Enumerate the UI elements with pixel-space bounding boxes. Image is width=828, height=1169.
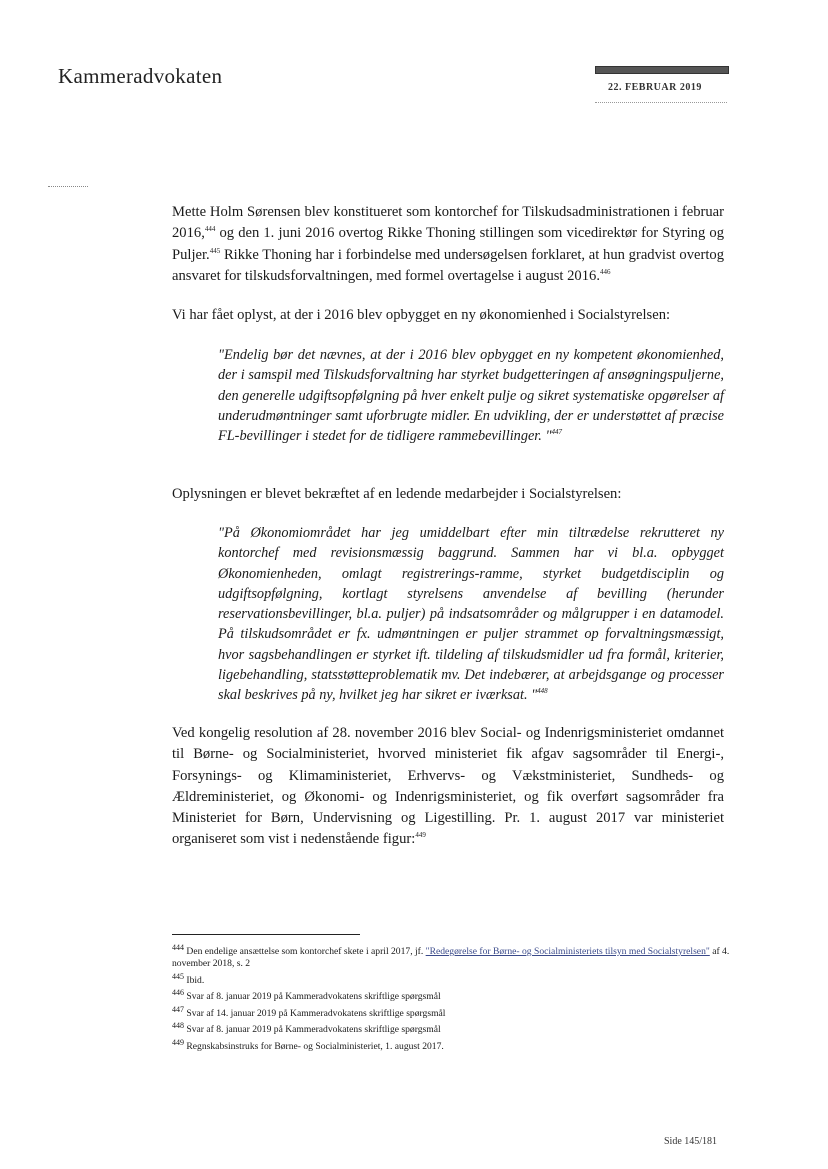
footnote-444	[172, 942, 732, 971]
paragraph-2	[172, 305, 724, 326]
quote-1-text: "Endelig bør det nævnes, at der i 2016 blev opbygget en ny kompetent økonomienhed, der i samspil med Tilskudsforvaltning har styrket budgetteringen af ansøgningspuljerne, den generelle udgiftsopfølgning på hver enkelt pulje og sikret systematiske opgørelser af underudmøntninger samt uforbrugte midler. En udvikling, der er understøttet af præcise FL-bevillinger i stedet for de tidligere rammebevillinger. "	[218, 347, 724, 445]
paragraph-4-text: Ved kongelig resolution af 28. november 2016 blev Social- og Indenrigsministeriet omdannet til Børne- og Socialministeriet, hvorved ministeriet fik afgav sagsområder til Energi-, Forsynings- og Klimaministeriet, Erhvervs- og Vækstministeriet, Sundheds- og Ældreministeriet, og Økonomi- og Indenrigsministeriet, og fik overført sagsområder fra Ministeriet for Børn, Undervisning og Ligestilling. Pr. 1. august 2017 var ministeriet organiseret som vist i nedenstående figur:	[172, 725, 724, 848]
quote-2-text: "På Økonomiområdet har jeg umiddelbart efter min tiltrædelse rekrutteret ny kontorchef med revisionsmæssig baggrund. Sammen har vi bl.a. opbygget Økonomienheden, omlagt registrerings-ramme, styrket budgetdisciplin og udgiftsopfølgning, kortlagt styrelsens anvendelse af bevilling (herunder reservationsbevillinger, bl.a. puljer) på indsatsområder og målgrupper i en datamodel. På tilskudsområdet er fx. udmøntningen er puljer strammet op forvaltningsmæssigt, hvor sagsbehandlingen er styrket ift. tildeling af tilskudsmidler ud fra formål, kriterier, ligebehandling, statsstøtteproblematik mv. Det indebærer, at arbejdsgange og processer skal beskrives på ny, hvilket jeg har sikret er iværksat. "	[218, 525, 724, 704]
paragraph-1-part-c: Rikke Thoning har i forbindelse med undersøgelsen forklaret, at hun gradvist overtog ansvaret for tilskudsforvaltningen, med formel overtagelse i august 2016.	[172, 246, 724, 284]
footnote-447	[172, 1004, 732, 1020]
footnote-ref-444[interactable]: 444	[204, 225, 216, 234]
footnote-ref-447[interactable]: 447	[551, 428, 562, 437]
margin-mark	[48, 186, 88, 187]
paragraph-1	[172, 202, 724, 287]
footnote-449	[172, 1037, 732, 1053]
paragraph-4	[172, 723, 724, 851]
footnotes	[172, 942, 732, 1053]
footnote-445	[172, 971, 732, 987]
footnote-text: Svar af 8. januar 2019 på Kammeradvokatens skriftlige spørgsmål	[184, 991, 441, 1003]
footnote-number: 448	[172, 1021, 184, 1031]
footnote-448	[172, 1020, 732, 1036]
header-divider	[595, 102, 727, 103]
page-number: Side 145/181	[664, 1136, 718, 1147]
footnote-text-tail: af 4. november 2018, s. 2	[172, 946, 730, 970]
paragraph-2-text: Vi har fået oplyst, at der i 2016 blev opbygget en ny økonomienhed i Socialstyrelsen:	[172, 307, 671, 323]
footnote-separator	[172, 934, 360, 935]
footnote-ref-445[interactable]: 445	[209, 246, 221, 255]
footnote-number: 446	[172, 988, 184, 998]
quote-2	[218, 523, 724, 706]
footnote-number: 444	[172, 943, 184, 952]
footnote-446	[172, 987, 732, 1003]
footnote-text: Den endelige ansættelse som kontorchef skete i april 2017, jf.	[184, 946, 426, 958]
paragraph-1-part-b: og den 1. juni 2016 overtog Rikke Thoning stillingen som vicedirektør for Styring og Puljer.	[172, 225, 724, 263]
org-name: Kammeradvokaten	[58, 64, 223, 88]
footnote-ref-448[interactable]: 448	[537, 687, 548, 696]
footnote-link[interactable]: "Redegørelse for Børne- og Socialministeriets tilsyn med Socialstyrelsen"	[425, 946, 710, 958]
header-bar	[595, 66, 729, 74]
footnote-text: Svar af 14. januar 2019 på Kammeradvokatens skriftlige spørgsmål	[184, 1007, 446, 1019]
footnote-number: 447	[172, 1004, 184, 1014]
footnote-number: 445	[172, 971, 184, 981]
footnote-text: Regnskabsinstruks for Børne- og Socialministeriet, 1. august 2017.	[184, 1040, 444, 1052]
paragraph-3-text: Oplysningen er blevet bekræftet af en ledende medarbejder i Socialstyrelsen:	[172, 486, 622, 502]
footnote-ref-449[interactable]: 449	[415, 831, 426, 840]
footnote-text: Svar af 8. januar 2019 på Kammeradvokatens skriftlige spørgsmål	[184, 1024, 441, 1036]
footnote-text: Ibid.	[184, 974, 205, 986]
paragraph-3	[172, 484, 724, 505]
footnote-number: 449	[172, 1037, 184, 1047]
document-date: 22. FEBRUAR 2019	[608, 82, 702, 93]
quote-1	[218, 345, 724, 446]
paragraph-1-part-a: Mette Holm Sørensen blev konstitueret som kontorchef for Tilskudsadministrationen i februar 2016,	[172, 204, 724, 242]
footnote-ref-446[interactable]: 446	[599, 268, 611, 277]
